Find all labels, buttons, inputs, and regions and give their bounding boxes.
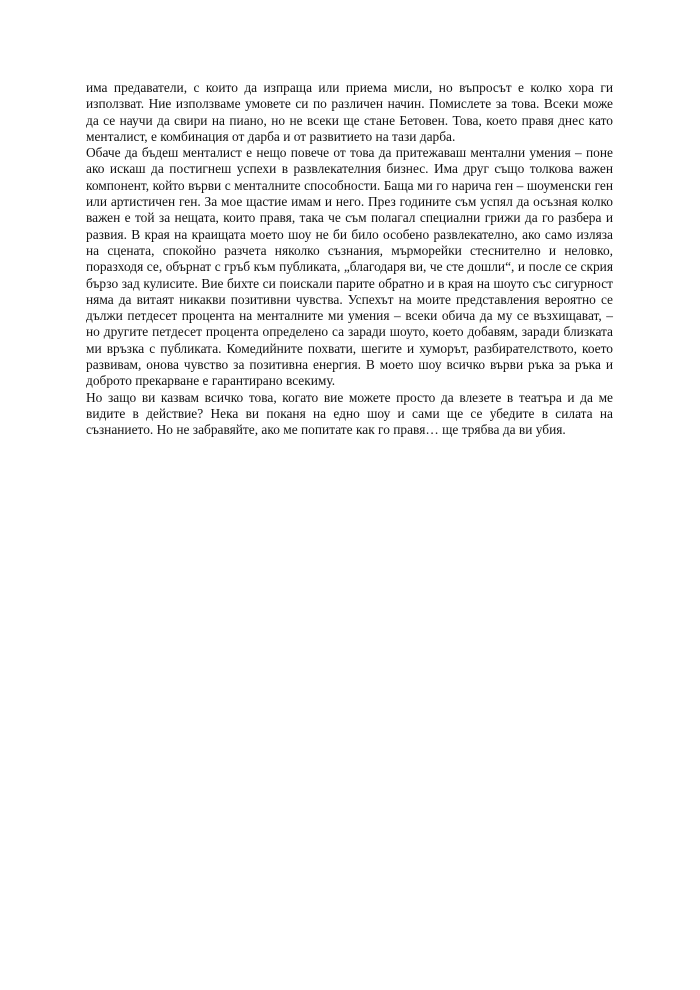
paragraph-1: има предаватели, с които да изпраща или приема мисли, но въпросът е колко хора ги използват. Ние използваме умовете си по различен начин. Помислете за това. Всеки може да се научи да свири на пиано, но не всеки ще стане Бетовен. Това, което правя днес като менталист, е комбинация от дарба и от развитието на тази дарба. [86,80,613,144]
paragraph-3: Но защо ви казвам всичко това, когато вие можете просто да влезете в театъра и да ме видите в действие? Нека ви поканя на едно шоу и сами ще се убедите в силата на съзнанието. Но не забравяйте, ако ме попитате как го правя… ще трябва да ви убия. [86,389,613,438]
body-text [86,80,613,439]
paragraph-2: Обаче да бъдеш менталист е нещо повече от това да притежаваш ментални умения – поне ако искаш да постигнеш успехи в развлекателния бизнес. Има друг също толкова важен компонент, който върви с менталните способности. Баща ми го нарича ген – шоуменски ген или артистичен ген. За мое щастие имам и него. През годините съм успял да осъзная колко важен е той за нещата, които правя, така че съм полагал специални грижи да го разбера и развия. В края на краищата моето шоу не би било особено развлекателно, ако само изляза на сцената, спокойно разчета няколко съзнания, мърморейки стеснително и неловко, поразходя се, обърнат с гръб към публиката, „благодаря ви, че сте дошли“, и после се скрия бързо зад кулисите. Вие бихте си поискали парите обратно и в края на шоуто със сигурност няма да витаят никакви позитивни чувства. Успехът на моите представления вероятно се дължи петдесет процента на менталните ми умения – всеки обича да му се възхищават, – но другите петдесет процента определено са заради шоуто, което добавям, заради близката ми връзка с публиката. Комедийните похвати, шегите и хуморът, разбирателството, което развивам, онова чувство за позитивна енергия. В моето шоу всичко върви ръка за ръка и доброто прекарване е гарантирано всекиму. [86,145,613,389]
